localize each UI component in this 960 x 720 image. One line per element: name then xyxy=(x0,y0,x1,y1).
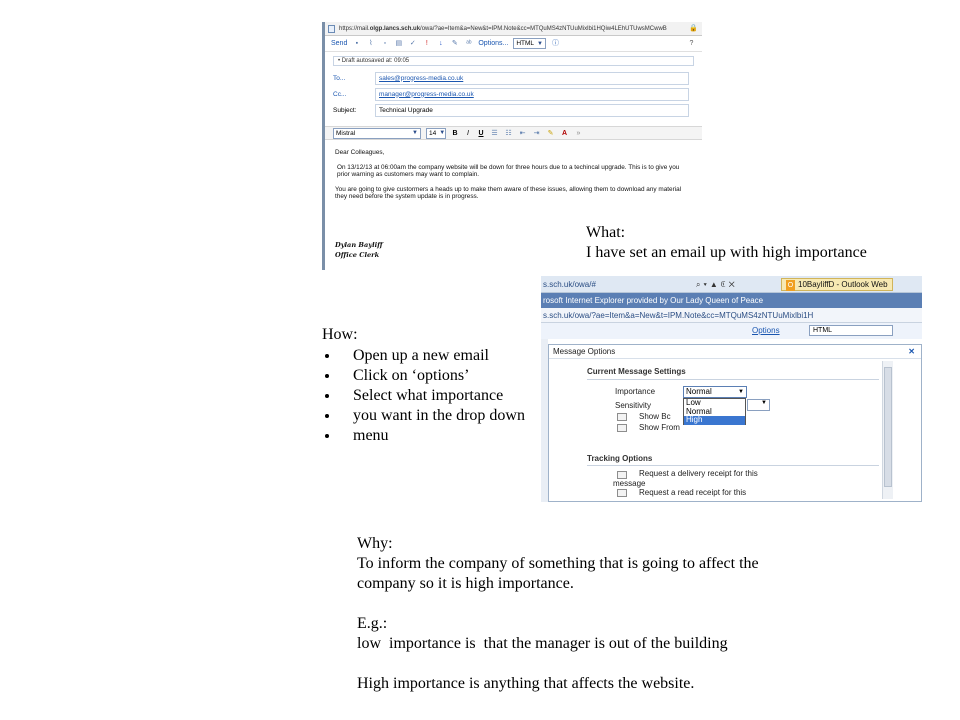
subject-row xyxy=(333,102,702,118)
insert-image-icon[interactable]: ▫ xyxy=(383,40,387,47)
font-select-value: Mistral xyxy=(336,129,356,137)
address-book-icon[interactable]: ▤ xyxy=(395,40,403,47)
importance-select[interactable] xyxy=(683,386,747,398)
address-bar[interactable] xyxy=(325,22,702,36)
chevron-down-icon: ▼ xyxy=(412,130,418,136)
spacer xyxy=(357,594,917,614)
ie-page-url: s.sch.uk/owa/?ae=Item&a=New&t=IPM.Note&cc=MTQuMS4zNTUuMixlbi1H xyxy=(541,308,922,323)
cc-row xyxy=(333,86,702,102)
help-icon[interactable]: ? xyxy=(689,40,694,47)
format-select[interactable] xyxy=(513,38,546,49)
importance-dropdown-list xyxy=(683,398,746,425)
divider xyxy=(587,379,879,380)
how-step-continuation xyxy=(322,426,525,446)
why-heading: Why: xyxy=(357,535,393,552)
url-prefix: https://mail. xyxy=(339,26,370,32)
browser-tab-label: 10BayliffD - Outlook Web xyxy=(798,280,888,289)
what-section xyxy=(586,223,867,263)
to-field[interactable]: sales@progress-media.co.uk xyxy=(375,72,689,85)
numbered-list-icon[interactable]: ☷ xyxy=(505,129,512,137)
to-button[interactable]: To... xyxy=(333,74,346,82)
format-select-value: HTML xyxy=(516,40,535,47)
show-from-checkbox[interactable] xyxy=(617,424,627,432)
save-icon[interactable]: ▪ xyxy=(355,40,359,47)
signature-title: Office Clerk xyxy=(335,251,380,259)
bullet-list-icon[interactable]: ☰ xyxy=(491,129,498,137)
indent-icon[interactable]: ⇥ xyxy=(533,129,540,137)
divider xyxy=(587,465,879,466)
send-button[interactable]: Send xyxy=(331,40,348,47)
show-from-label: Show From xyxy=(639,423,680,432)
email-body[interactable] xyxy=(325,140,691,201)
eg-heading: E.g.: xyxy=(357,615,388,632)
chevron-down-icon: ▼ xyxy=(537,40,543,47)
body-paragraph-2: You are going to give custormers a heads up to make them aware of these issues, allowing them to download any material they need before the system update is in progress. xyxy=(335,185,682,201)
why-line-1: To inform the company of something that is going to affect the xyxy=(357,555,759,572)
outdent-icon[interactable]: ⇤ xyxy=(519,129,526,137)
signature-name: Dylan Bayliff xyxy=(335,241,383,249)
importance-label: Importance xyxy=(615,387,656,396)
check-names-icon[interactable]: ✓ xyxy=(409,40,416,47)
how-step-continuation xyxy=(322,406,525,426)
how-step: Click on ‘options’ xyxy=(322,366,525,386)
chevron-down-icon: ▼ xyxy=(761,400,767,406)
bold-icon[interactable]: B xyxy=(452,129,458,137)
dialog-title: Message Options xyxy=(553,347,616,356)
why-line-2: company so it is high importance. xyxy=(357,575,574,592)
url-domain: olgp.lancs.sch.uk xyxy=(369,26,421,32)
scrollbar-thumb[interactable] xyxy=(884,367,892,487)
how-steps xyxy=(322,346,525,446)
attach-icon[interactable]: ⌇ xyxy=(369,40,373,47)
chevron-down-icon: ▼ xyxy=(738,389,744,395)
dialog-title-bar xyxy=(549,345,921,359)
how-step-text: menu xyxy=(353,427,389,444)
why-section xyxy=(357,534,917,694)
how-section xyxy=(322,325,525,446)
read-receipt-label: Request a read receipt for this xyxy=(639,488,747,497)
ie-address-bar[interactable] xyxy=(541,276,922,293)
formatting-toolbar xyxy=(325,126,702,140)
close-icon[interactable]: ✕ xyxy=(908,347,915,356)
spacer xyxy=(357,654,917,674)
browser-tab[interactable] xyxy=(781,278,893,291)
tracking-options-heading: Tracking Options xyxy=(587,454,653,463)
importance-option-low[interactable]: Low xyxy=(686,398,701,407)
show-bcc-label: Show Bc xyxy=(639,412,671,421)
lock-icon: 🔒 xyxy=(689,25,698,32)
high-importance-icon[interactable]: ! xyxy=(425,40,428,47)
how-step: Select what importance xyxy=(322,386,525,406)
cc-button[interactable]: Cc... xyxy=(333,90,347,98)
show-bcc-checkbox[interactable] xyxy=(617,413,627,421)
background-page xyxy=(541,339,548,502)
ie-nav-controls[interactable]: ⌕▾▲ℭ✕ xyxy=(696,280,738,289)
outlook-icon: O xyxy=(787,282,794,289)
compose-toolbar xyxy=(325,36,702,52)
options-link[interactable]: Options xyxy=(752,326,780,335)
underline-icon[interactable]: U xyxy=(478,129,484,137)
dialog-scrollbar[interactable] xyxy=(882,361,893,499)
eg-line: low importance is that the manager is out of the building xyxy=(357,635,728,652)
font-size-select[interactable] xyxy=(426,128,446,139)
cc-field[interactable]: manager@progress-media.co.uk xyxy=(375,88,689,101)
greeting: Dear Colleagues, xyxy=(335,149,385,156)
body-paragraph-1: On 13/12/13 at 06:00am the company website will be down for three hours due to a techincal upgrade. This is to give you prior warning as customers may want to complain. xyxy=(337,163,680,179)
how-step: Open up a new email xyxy=(322,346,525,366)
owa-toolbar xyxy=(541,323,922,339)
dialog-body xyxy=(549,359,921,502)
delivery-receipt-checkbox[interactable] xyxy=(617,471,627,479)
sensitivity-label: Sensitivity xyxy=(615,401,652,410)
delivery-receipt-label-cont: message xyxy=(613,479,646,488)
importance-option-normal[interactable]: Normal xyxy=(686,406,712,416)
how-step-text: you want in the drop down xyxy=(353,407,525,424)
what-text: I have set an email up with high importance xyxy=(586,244,867,261)
url-rest: /owa/?ae=Item&a=New&t=IPM.Note&cc=MTQuMS4zNTUuMixlbi1HQiw4LEhUTUwsMCwwB xyxy=(420,26,667,32)
page-icon xyxy=(328,25,335,33)
ie-provider-bar: rosoft Internet Explorer provided by Our Lady Queen of Peace xyxy=(541,293,922,308)
draft-notice: • Draft autosaved at: 09:05 xyxy=(333,56,694,66)
format-select[interactable]: HTML xyxy=(809,325,893,336)
to-row xyxy=(333,70,702,86)
options-button[interactable]: Options... xyxy=(478,40,509,47)
sensitivity-select[interactable] xyxy=(747,399,770,411)
signature xyxy=(335,240,383,260)
importance-option-high[interactable]: High xyxy=(684,416,745,425)
italic-icon[interactable]: I xyxy=(467,129,469,137)
low-importance-icon[interactable]: ↓ xyxy=(439,40,443,47)
info-icon[interactable]: ⓘ xyxy=(551,40,559,47)
read-receipt-checkbox[interactable] xyxy=(617,489,627,497)
delivery-receipt-label: Request a delivery receipt for this xyxy=(639,469,758,478)
highlight-icon[interactable]: ✎ xyxy=(547,129,554,137)
signature-icon[interactable]: ✎ xyxy=(451,40,458,47)
spell-check-icon[interactable]: ᵃᵇ xyxy=(466,40,472,47)
font-select[interactable] xyxy=(333,128,421,139)
more-icon[interactable]: » xyxy=(576,129,581,137)
ie-address: s.sch.uk/owa/# xyxy=(543,280,596,289)
high-importance-line: High importance is anything that affects the website. xyxy=(357,675,695,692)
current-settings-heading: Current Message Settings xyxy=(587,367,686,376)
chevron-down-icon: ▼ xyxy=(439,130,446,136)
message-options-dialog xyxy=(548,344,922,502)
font-color-icon[interactable]: A xyxy=(561,129,568,137)
message-options-screenshot xyxy=(541,276,922,502)
importance-value: Normal xyxy=(686,387,712,396)
font-size-value: 14 xyxy=(429,129,437,137)
subject-label: Subject: xyxy=(333,106,357,114)
how-heading: How: xyxy=(322,326,358,343)
subject-field[interactable]: Technical Upgrade xyxy=(375,104,689,117)
what-heading: What: xyxy=(586,224,626,241)
